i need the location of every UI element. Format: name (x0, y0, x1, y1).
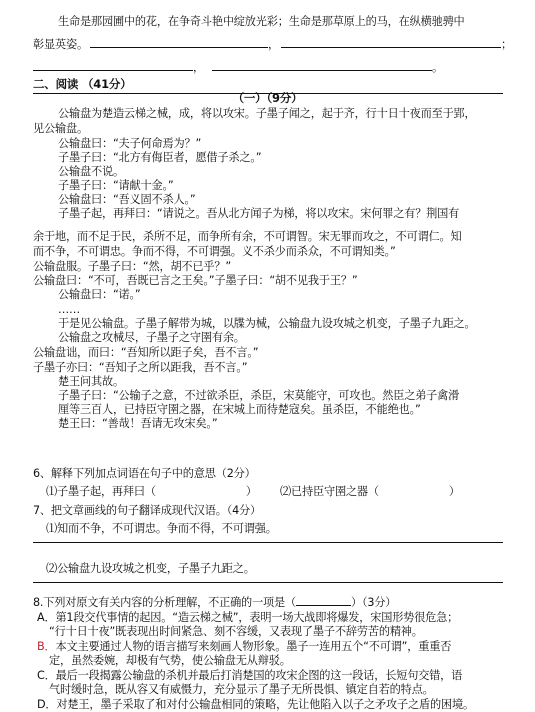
comma: ， (193, 61, 204, 74)
option-a-cont: “行十日十夜”既表现出时间紧急、刻不容缓，又表现了墨子不辞劳苦的精神。 (49, 625, 423, 638)
q6-item-1 (46, 484, 257, 499)
answer-blank[interactable] (281, 37, 501, 48)
passage-line: 楚王问其故。 (58, 375, 124, 388)
period: 。 (432, 61, 443, 74)
passage-line: 楚王曰：“善哉！吾请无攻宋矣。” (58, 417, 218, 430)
option-c-cont: 气时缓时急，既从容又有威慑力，充分显示了墨子无所畏惧、镇定自若的特点。 (49, 683, 434, 696)
q7-item-2: ⑵公输盘九设攻城之机变，子墨子九距之。 (46, 562, 255, 575)
q8-prompt: 8.下列对原文有关内容的分析理解，不正确的一项是（ (33, 596, 296, 609)
option-b[interactable] (37, 639, 451, 654)
passage-line: …… (58, 303, 80, 316)
passage-line: 公输盘曰：“吾义固不杀人。” (58, 193, 196, 206)
intro-line-3 (33, 60, 443, 75)
passage-one-title: （一）（9分） (232, 91, 303, 105)
passage-line: 子墨子亦曰：“吾知子之所以距我，吾不言。” (33, 361, 248, 374)
option-b-text: 本文主要通过人物的语言描写来刻画人物形象。墨子一连用五个“不可谓”，重重否 (55, 640, 452, 653)
q6-item-2 (280, 484, 460, 499)
answer-line[interactable] (33, 542, 503, 543)
passage-line: 公输盘服。子墨子曰：“然，胡不已乎？” (33, 260, 231, 273)
intro-line-2 (33, 37, 512, 52)
q6-item-2-text: ⑵已持臣守圉之器（ (280, 485, 379, 498)
option-b-cont: 定，虽然委婉，却极有气势，使公输盘无从辩驳。 (49, 654, 291, 667)
intro-line-2-text: 彰显英姿。 (33, 38, 88, 51)
answer-blank[interactable] (212, 60, 432, 71)
intro-line-1 (58, 14, 465, 29)
option-a[interactable]: A．第1段交代事情的起因。“造云梯之械”，表明一场大战即将爆发，宋国形势很危急； (37, 611, 459, 624)
passage-line: 于是见公输盘。子墨子解带为城，以牒为械，公输盘九设攻城之机变，子墨子九距之。 (58, 317, 476, 330)
passage-line: 而不争，不可谓忠。争而不得，不可谓强。义不杀少而杀众，不可谓知类。” (33, 245, 396, 258)
q8-score: ）（3分） (351, 596, 397, 609)
section-heading: 二、阅读 （41分） (33, 77, 132, 91)
passage-line: 子墨子曰：“北方有侮臣者，愿借子杀之。” (58, 151, 262, 164)
q6-item-1-text: ⑴子墨子起，再拜曰（ (46, 485, 156, 498)
option-c[interactable]: C．最后一段揭露公输盘的杀机并最后打消楚国的攻宋企图的这一段话，长短句交错，语 (37, 669, 463, 682)
question-8 (33, 595, 396, 610)
passage-line: 子墨子曰：“公输子之意，不过欲杀臣，杀臣，宋莫能守，可攻也。然臣之弟子禽滑 (58, 389, 460, 402)
comma: ， (267, 38, 279, 51)
passage-line: 厘等三百人，已持臣守圉之器，在宋城上而待楚寇矣。虽杀臣，不能绝也。” (58, 403, 421, 416)
passage-line: 子墨子起，再拜曰：“请说之。吾从北方闻子为梯，将以攻宋。宋何罪之有？荆国有 (58, 207, 460, 220)
answer-blank[interactable] (296, 595, 351, 606)
question-6: 6、解释下列加点词语在句子中的意思（2分） (33, 467, 256, 480)
passage-line: 子墨子曰：“请献十金。” (58, 179, 174, 192)
paren-close: ） (448, 485, 460, 498)
passage-line: 公输盘为楚造云梯之械，成，将以攻宋。子墨子闻之，起于齐，行十日十夜而至于郢， (58, 107, 476, 120)
paren-close: ） (245, 485, 257, 498)
answer-blank[interactable] (33, 60, 193, 71)
answer-line[interactable] (33, 582, 503, 583)
passage-line: 公输盘曰：“不可，吾既已言之王矣。”子墨子曰：“胡不见我于王？” (33, 274, 358, 287)
passage-line: 见公输盘。 (33, 122, 88, 135)
q7-item-1: ⑴知而不争，不可谓忠。争而不得，不可谓强。 (46, 522, 277, 535)
question-7: 7、把文章画线的句子翻译成现代汉语。（4分） (33, 504, 261, 517)
passage-line: 公输盘诎，而曰：“吾知所以距子矣，吾不言。” (33, 346, 259, 359)
answer-blank[interactable] (90, 37, 268, 48)
option-d[interactable]: D．对楚王，墨子采取了和对付公输盘相同的策略，先让他陷入以子之矛攻子之盾的困境。 (37, 698, 474, 711)
passage-line: 公输盘之攻械尽，子墨子之守圉有余。 (58, 331, 245, 344)
semicolon: ； (500, 38, 512, 51)
passage-line: 公输盘曰：“夫子何命焉为？” (58, 137, 202, 150)
intro-line-1-text: 生命是那园圃中的花，在争奇斗艳中绽放光彩；生命是那草原上的马，在纵横驰骋中 (58, 15, 465, 28)
passage-line: 公输盘不说。 (58, 165, 124, 178)
passage-line: 公输盘曰：“诺。” (58, 288, 141, 301)
option-b-letter: B． (37, 640, 56, 653)
passage-line: 余于地，而不足于民，杀所不足，而争所有余，不可谓智。宋无罪而攻之，不可谓仁。知 (33, 230, 462, 243)
